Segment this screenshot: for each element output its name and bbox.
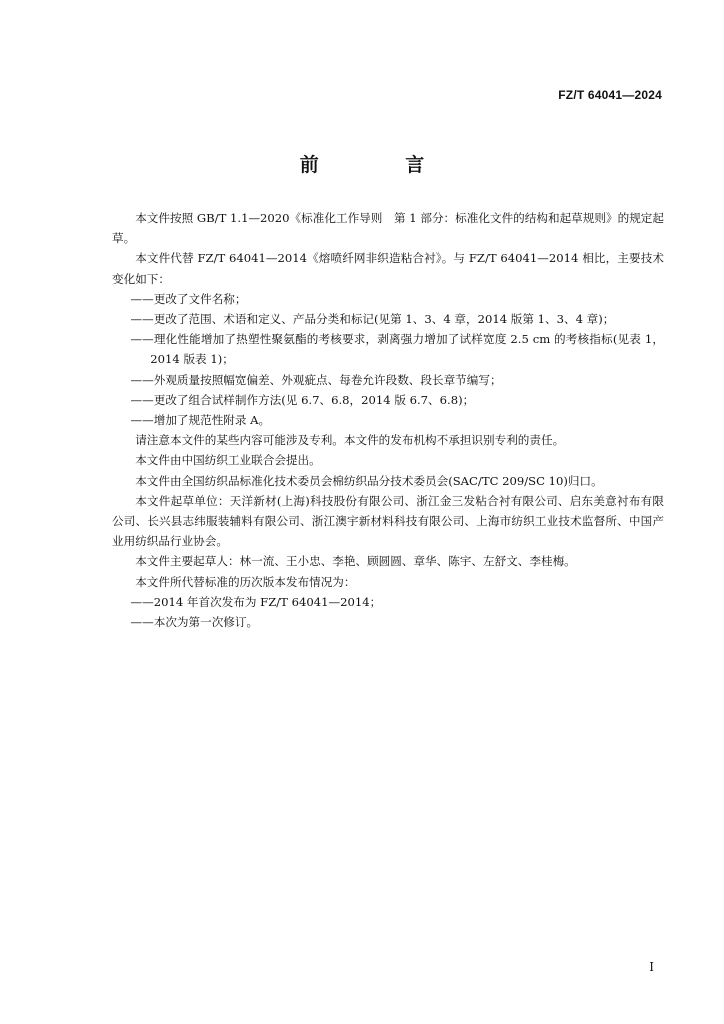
list-item: ——更改了文件名称；: [130, 291, 247, 306]
paragraph: 本文件由全国纺织品标准化技术委员会棉纺织品分技术委员会(SAC/TC 209/SC 10)归口。: [135, 473, 603, 488]
list-item: ——本次为第一次修订。: [130, 615, 259, 630]
page-number: I: [649, 960, 654, 974]
page-title: 前 言: [299, 154, 465, 176]
paragraph: 本文件由中国纺织工业联合会提出。: [135, 453, 321, 468]
standard-number: FZ/T 64041—2024: [558, 88, 662, 102]
list-item: ——2014 年首次发布为 FZ/T 64041—2014；: [130, 594, 382, 609]
paragraph: 本文件主要起草人：林一流、王小忠、李艳、顾圆圆、章华、陈宇、左舒文、李桂梅。: [135, 554, 576, 569]
list-item: ——增加了规范性附录 A。: [130, 413, 271, 428]
foreword-body: [112, 208, 664, 632]
list-item: ——更改了范围、术语和定义、产品分类和标记(见第 1、3、4 章，2014 版第 1、3、4 章)；: [130, 312, 615, 327]
paragraph: 本文件所代替标准的历次版本发布情况为：: [135, 574, 356, 589]
paragraph: 请注意本文件的某些内容可能涉及专利。本文件的发布机构不承担识别专利的责任。: [135, 433, 565, 448]
list-item: ——理化性能增加了热塑性聚氨酯的考核要求，剥离强力增加了试样宽度 2.5 cm 的考核指标(见表 1，2014 版表 1)；: [130, 332, 664, 367]
paragraph: 本文件代替 FZ/T 64041—2014《熔喷纤网非织造粘合衬》。与 FZ/T 64041—2014 相比，主要技术变化如下：: [112, 251, 664, 286]
list-item: ——外观质量按照幅宽偏差、外观疵点、每卷允许段数、段长章节编写；: [130, 372, 502, 387]
paragraph: 本文件起草单位：天洋新材(上海)科技股份有限公司、浙江金三发粘合衬有限公司、启东美意衬布有限公司、长兴县志纬服装辅料有限公司、浙江澳宇新材料科技有限公司、上海市纺织工业技术监督所、中国产业用纺织品行业协会。: [112, 493, 664, 549]
paragraph: 本文件按照 GB/T 1.1—2020《标准化工作导则 第 1 部分：标准化文件的结构和起草规则》的规定起草。: [112, 211, 664, 246]
list-item: ——更改了组合试样制作方法(见 6.7、6.8，2014 版 6.7、6.8)；: [130, 392, 475, 407]
